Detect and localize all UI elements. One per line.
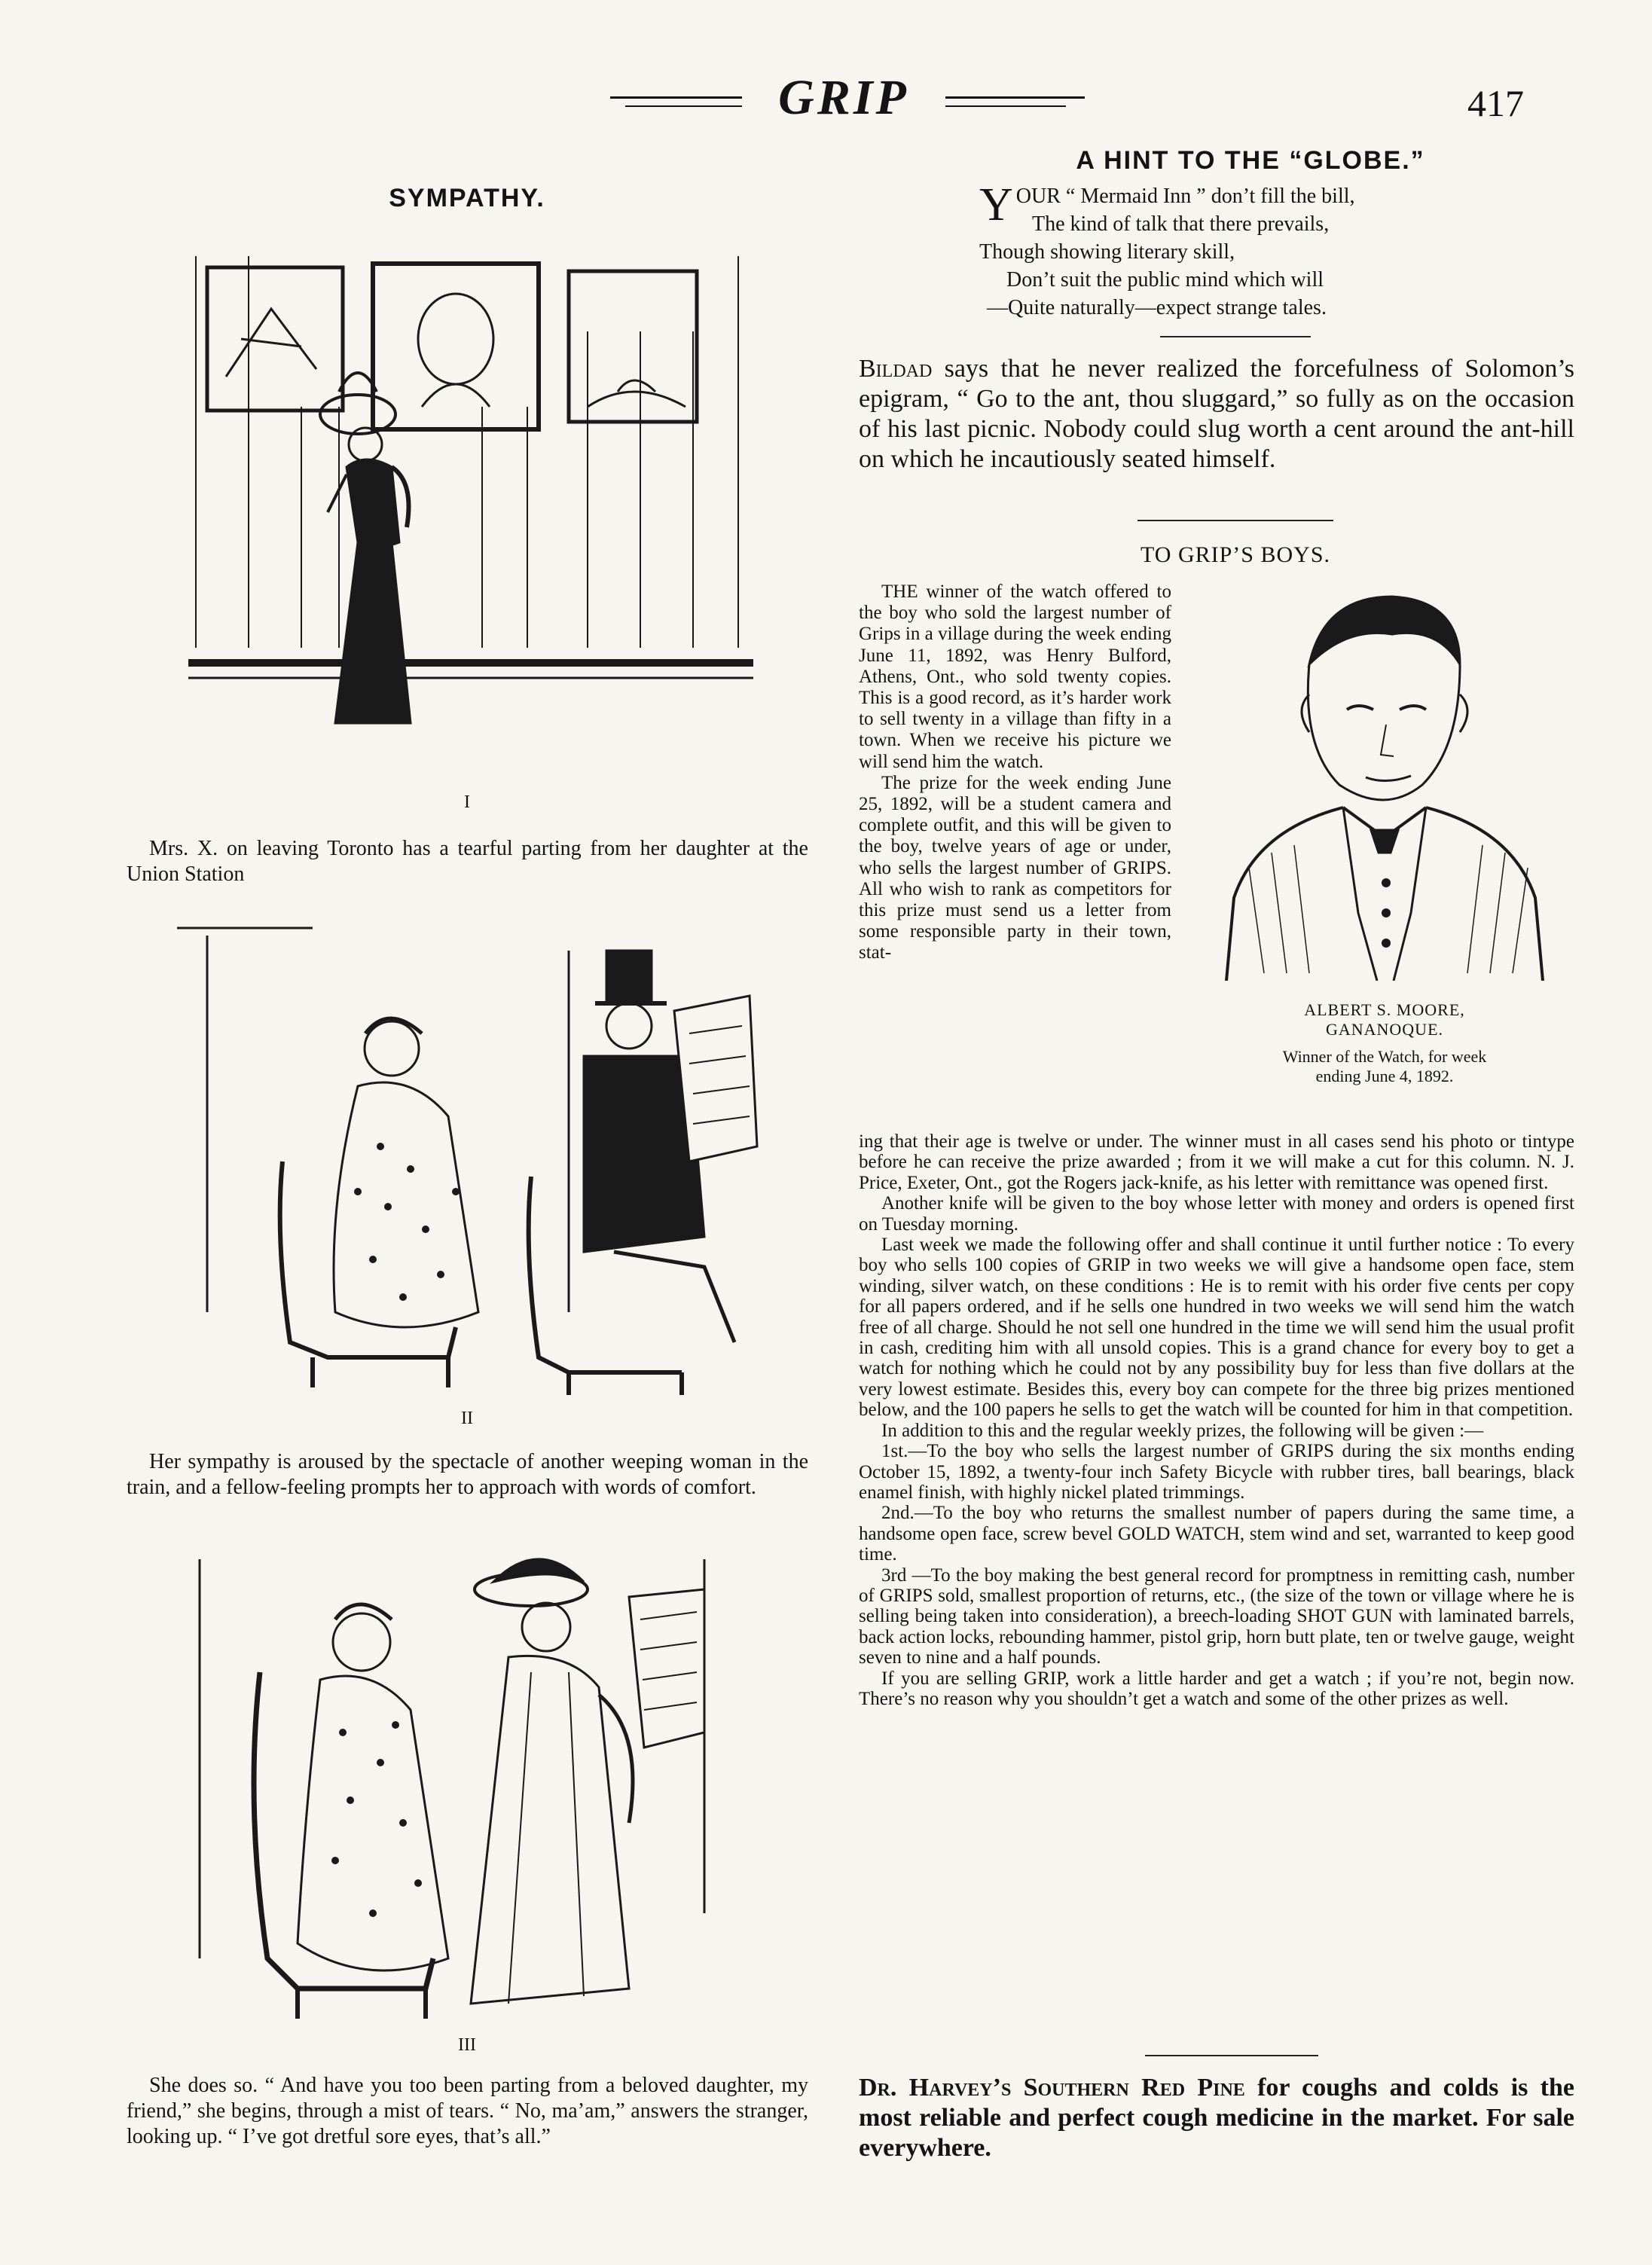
boys-paragraph: 1st.—To the boy who sells the largest number of GRIPS during the six months ending October 15, 1892, a twenty-four inch Safety Bicycle with rubber tires, ball bearings, black enamel finish, with highly nickel plated trimmings.: [859, 1441, 1574, 1503]
portrait-caption-town: GANANOQUE.: [1325, 1020, 1444, 1039]
boys-paragraph: Last week we made the following offer and shall continue it until further notice : To every boy who sells 100 copies of GRIP in two weeks we will give a handsome open face, stem winding, silver watch, on these conditions : He is to remit with his order five cents per copy for all papers ordered, and if he sells one hundred in two weeks we will send him the watch free of all charge. Should he not sell one hundred in the time we will send him the usual profit in cash, crediting him with all unsold copies. This is a grand chance for every boy to get a watch for nothing which he could not by any possibility buy for less than five dollars at the very lowest estimate. Besides this, every boy can compete for the three big prizes mentioned below, and the 100 papers he sells to get the watch will be counted for him in that competition.: [859, 1235, 1574, 1421]
boys-paragraph: 2nd.—To the boy who returns the smallest number of papers during the same time, a handsome open face, screw bevel GOLD WATCH, stem wind and set, warranted to keep good time.: [859, 1503, 1574, 1565]
boys-title: TO GRIP’S BOYS.: [1141, 542, 1330, 567]
panel-1-caption: Mrs. X. on leaving Toronto has a tearful parting from her daughter at the Union Station: [127, 837, 808, 886]
masthead-rule-right: [945, 96, 1085, 99]
poem-line: Don’t suit the public mind which will: [1006, 268, 1324, 292]
boys-paragraph: 3rd —To the boy making the best general record for promptness in remitting cash, number of GRIPS sold, smallest proportion of returns, etc., (the size of the town or village where he is selling being taken into consideration), a breech-loading SHOT GUN with laminated barrels, back action locks, rebounding hammer, pistol grip, horn butt plate, ten or twelve gauge, weight seven to nine and a half pounds.: [859, 1564, 1574, 1668]
boys-paragraph: Another knife will be given to the boy whose letter with money and orders is opened first on Tuesday morning.: [859, 1193, 1574, 1235]
harvey-text: for coughs and colds is the most reliable and perfect cough medicine in the market. For sale everywhere.: [859, 2074, 1574, 2162]
cartoon-title: SYMPATHY.: [389, 184, 545, 212]
divider: [1137, 520, 1333, 521]
harvey-lead: Dr. Harvey’s Southern Red Pine: [859, 2074, 1245, 2102]
poem-line: OUR “ Mermaid Inn ” don’t fill the bill,: [1015, 185, 1355, 208]
poem-dropcap: Y: [979, 179, 1013, 230]
bildad-paragraph: [859, 354, 1574, 475]
boys-paragraph: In addition to this and the regular weekly prizes, the following will be given :—: [881, 1420, 1484, 1441]
bildad-text: says that he never realized the forcefulness of Solomon’s epigram, “ Go to the ant, thou sluggard,” so fully as on the occasion of his last picnic. Nobody could slug worth a cent around the ant-hill on which he incautiously seated himself.: [859, 355, 1574, 473]
poem-title: A HINT TO THE “GLOBE.”: [1076, 146, 1425, 175]
cartoon-panel-1: [166, 226, 768, 783]
panel-1-numeral: I: [464, 792, 470, 812]
cartoon-panel-1-drawing: [166, 226, 768, 783]
divider: [1145, 2055, 1318, 2056]
bildad-name: Bildad: [859, 355, 933, 383]
cartoon-panel-2: [162, 920, 772, 1403]
cartoon-panel-3-drawing: [177, 1537, 765, 2034]
poem-line: The kind of talk that there prevails,: [1032, 212, 1330, 236]
harvey-advertisement: [859, 2073, 1574, 2163]
boys-paragraph: THE winner of the watch offered to the boy who sold the largest number of Grips in a village during the week ending June 11, 1892, was Henry Bulford, Athens, Ont., who sold twenty copies. This is a good record, as it’s harder work to sell twenty in a village than fifty in a town. When we receive his picture we will send him the watch.: [859, 582, 1171, 772]
portrait-image: [1196, 582, 1573, 981]
boys-paragraph: If you are selling GRIP, work a little harder and get a watch ; if you’re not, begin now. There’s no reason why you shouldn’t get a watch and some of the other prizes as well.: [859, 1668, 1574, 1709]
masthead-title: GRIP: [778, 70, 909, 125]
boys-paragraph: The prize for the week ending June 25, 1892, will be a student camera and complete outfit, and this will be given to the boy, twelve years of age or under, who sells the largest number of GRIPS. All who wish to rank as competitors for this prize must send us a letter from some responsible party in their town, stat-: [859, 772, 1171, 963]
boys-wide-column: [859, 1131, 1574, 1709]
cartoon-panel-3: [177, 1537, 765, 2034]
portrait-caption-line1: Winner of the Watch, for week: [1282, 1047, 1487, 1066]
panel-3-numeral: III: [458, 2035, 476, 2055]
panel-2-numeral: II: [461, 1409, 473, 1428]
poem-line: Though showing literary skill,: [979, 240, 1235, 264]
masthead-rule-left-2: [625, 105, 742, 107]
boys-narrow-column: [859, 582, 1171, 964]
portrait-drawing: [1196, 582, 1573, 981]
masthead-rule-right-2: [945, 105, 1066, 107]
panel-3-caption: She does so. “ And have you too been parting from a beloved daughter, my friend,” she begins, through a mist of tears. “ No, ma’am,” answers the stranger, looking up. “ I’ve got dretful sore eyes, that’s all.”: [127, 2074, 808, 2148]
page-number: 417: [1467, 82, 1524, 124]
divider: [1160, 336, 1311, 337]
portrait-caption-name: ALBERT S. MOORE,: [1304, 1000, 1465, 1019]
poem-line: —Quite naturally—expect strange tales.: [987, 296, 1327, 319]
panel-2-caption: Her sympathy is aroused by the spectacle of another weeping woman in the train, and a fellow-feeling prompts her to approach with words of comfort.: [127, 1450, 808, 1499]
masthead-rule-left: [610, 96, 742, 99]
portrait-caption-line2: ending June 4, 1892.: [1315, 1067, 1454, 1085]
boys-paragraph: ing that their age is twelve or under. The winner must in all cases send his photo or tintype before he can receive the prize awarded ; from it we will make a cut for this column. N. J. Price, Exeter, Ont., got the Rogers jack-knife, as his letter with remittance was opened first.: [859, 1131, 1574, 1193]
poem: [979, 179, 1507, 322]
cartoon-panel-2-drawing: [162, 920, 772, 1403]
